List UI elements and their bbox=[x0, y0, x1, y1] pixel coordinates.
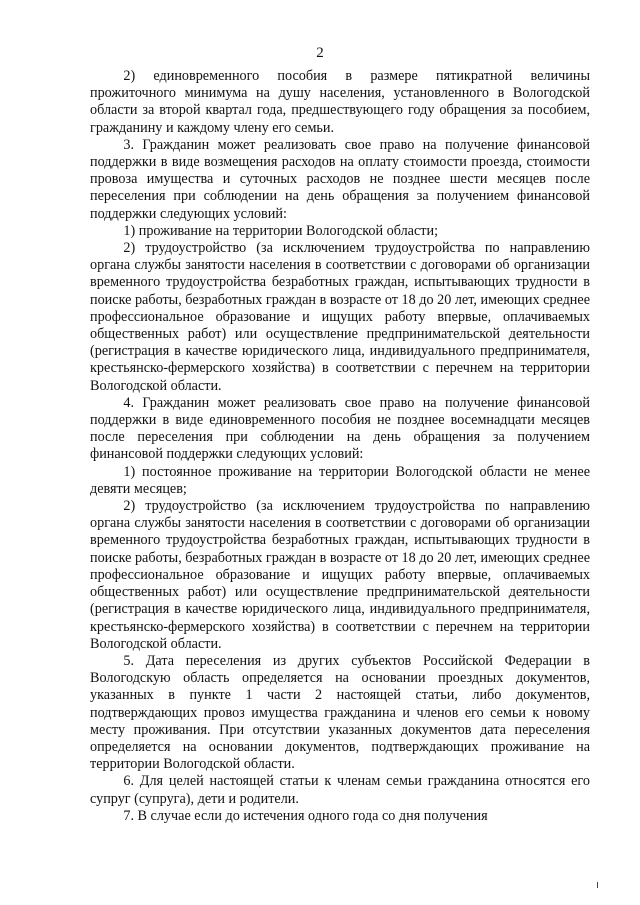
paragraph-clause-6: 6. Для целей настоящей статьи к членам семьи гражданина относятся его супруг (супруга), дети и родители. bbox=[90, 773, 590, 807]
paragraph-clause-3-item-2: 2) трудоустройство (за исключением трудоустройства по направлению органа службы занятости населения в соответствии с договорами об организации временного трудоустройства безработных граждан, испытывающих трудности в поиске работы, безработных граждан в возрасте от 18 до 20 лет, имеющих среднее профессиональное образование и ищущих работу впервые, оплачиваемых общественных работ) или осуществление предпринимательской деятельности (регистрация в качестве юридического лица, индивидуального предпринимателя, крестьянско-фермерского хозяйства) в соответствии с перечнем на территории Вологодской области. bbox=[90, 240, 590, 394]
paragraph-clause-3: 3. Гражданин может реализовать свое право на получение финансовой поддержки в виде возмещения расходов на оплату стоимости проезда, стоимости провоза имущества и суточных расходов не позднее шести месяцев после переселения при соблюдении на день обращения за получением финансовой поддержки следующих условий: bbox=[90, 136, 590, 222]
page-number: 2 bbox=[316, 45, 324, 61]
paragraph-item-2-lump-sum: 2) единовременного пособия в размере пятикратной величины прожиточного минимума на душу населения, установленного в Вологодской области за второй квартал года, предшествующего году обращения за пособием, гражданину и каждому члену его семьи. bbox=[90, 68, 590, 136]
paragraph-clause-5: 5. Дата переселения из других субъектов Российской Федерации в Вологодскую область определяется на основании проездных документов, указанных в пункте 1 части 2 настоящей статьи, либо документов, подтверждающих провоз имущества гражданина и членов его семьи к новому месту проживания. При отсутствии указанных документов дата переселения определяется на основании документов, подтверждающих проживание на территории Вологодской области. bbox=[90, 652, 590, 773]
paragraph-clause-4-item-1: 1) постоянное проживание на территории Вологодской области не менее девяти месяцев; bbox=[90, 463, 590, 497]
paragraph-clause-4: 4. Гражданин может реализовать свое право на получение финансовой поддержки в виде единовременного пособия не позднее восемнадцати месяцев после переселения при соблюдении на день обращения за получением финансовой поддержки следующих условий: bbox=[90, 394, 590, 463]
document-body bbox=[90, 68, 590, 825]
paragraph-clause-7: 7. В случае если до истечения одного года со дня получения bbox=[123, 807, 488, 824]
paragraph-clause-4-item-2: 2) трудоустройство (за исключением трудоустройства по направлению органа службы занятости населения в соответствии с договорами об организации временного трудоустройства безработных граждан, испытывающих трудности в поиске работы, безработных граждан в возрасте от 18 до 20 лет, имеющих среднее профессиональное образование и ищущих работу впервые, оплачиваемых общественных работ) или осуществление предпринимательской деятельности (регистрация в качестве юридического лица, индивидуального предпринимателя, крестьянско-фермерского хозяйства) в соответствии с перечнем на территории Вологодской области. bbox=[90, 498, 590, 652]
scan-mark bbox=[597, 882, 598, 888]
paragraph-clause-3-item-1: 1) проживание на территории Вологодской области; bbox=[123, 222, 439, 239]
